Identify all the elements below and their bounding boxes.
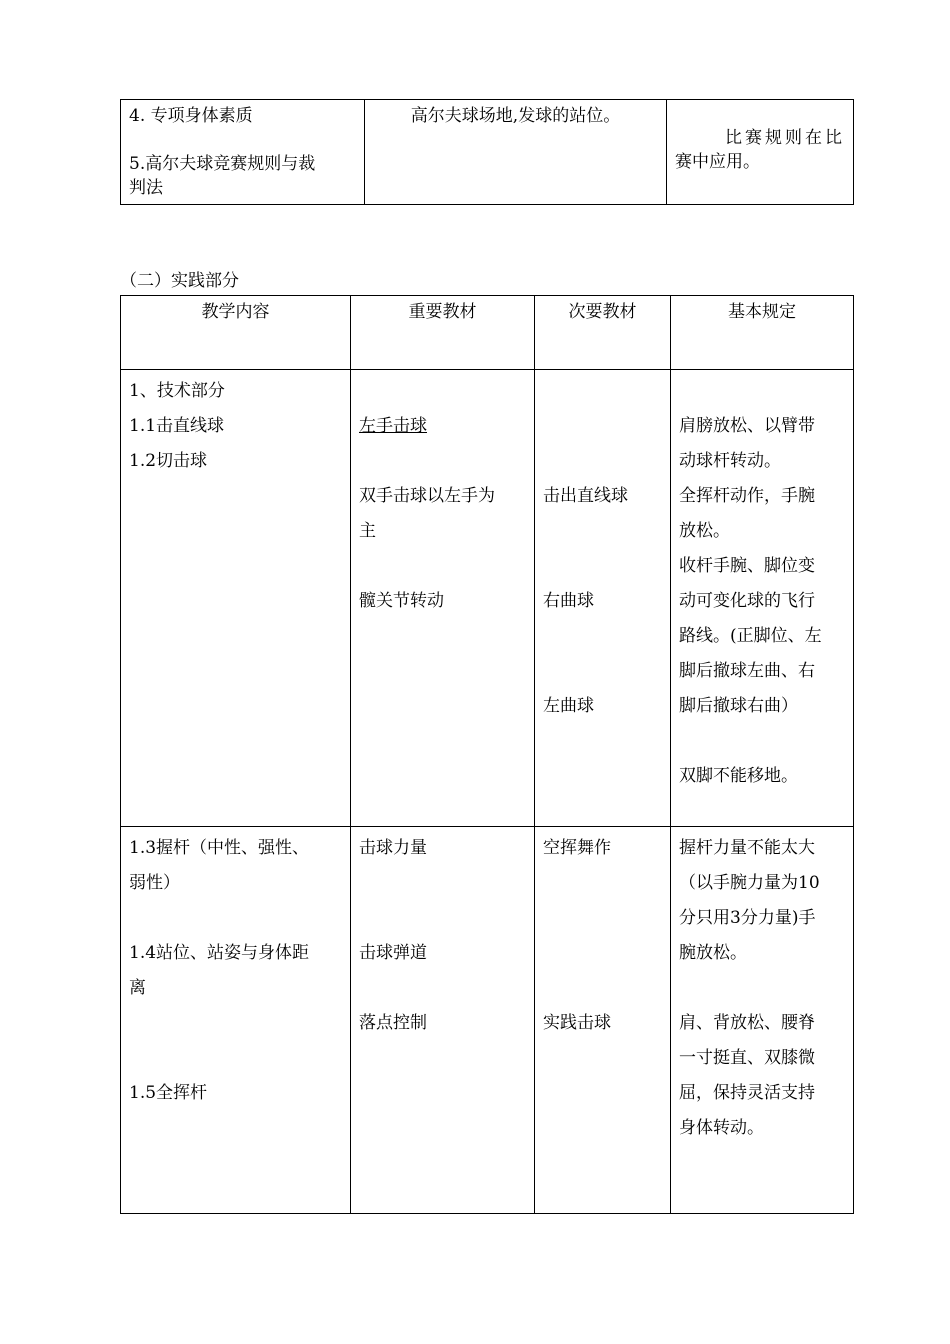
row2-major-line: 击球弹道 [359,943,427,963]
spacer [543,444,662,479]
header-minor: 次要教材 [568,302,637,322]
top-col3-line: 赛中应用。 [675,152,760,172]
spacer [543,409,662,444]
row1-major-line: 左手击球 [359,416,427,436]
header-cell [535,296,671,370]
spacer [359,549,526,584]
row2-rules-line: 肩、背放松、腰脊 [679,1013,815,1033]
row1-rules-line: 放松。 [679,521,730,541]
spacer [359,866,526,901]
spacer [129,901,342,936]
row1-content-line: 1.1击直线球 [129,416,225,436]
row1-content-line: 1.2切击球 [129,451,208,471]
spacer [543,654,662,689]
top-col1-cell [121,100,365,205]
row2-rules-line: 握杆力量不能太大 [679,838,815,858]
spacer [359,444,526,479]
row1-rules-line: 肩膀放松、以臂带 [679,416,815,436]
row1-minor-cell [535,370,671,827]
spacer [543,866,662,901]
row2-content-line: 弱性） [129,873,180,893]
row2-content-line: 1.3握杆（中性、强性、 [129,838,310,858]
top-col1-line: 5.高尔夫球竞赛规则与裁 [129,154,316,174]
row2-minor-line: 空挥舞作 [543,838,611,858]
row2-minor-line: 实践击球 [543,1013,611,1033]
row1-minor-line: 左曲球 [543,696,594,716]
row2-rules-line: （以手腕力量为10 [679,873,820,893]
row2-content-line: 1.4站位、站姿与身体距 [129,943,310,963]
row2-major-line: 击球力量 [359,838,427,858]
table-row [121,370,854,827]
section-heading: （二）实践部分 [120,271,239,291]
row1-rules-line: 收杆手腕、脚位变 [679,556,815,576]
header-row [121,296,854,370]
row1-rules-cell [671,370,854,827]
spacer [543,971,662,1006]
row1-rules-line: 脚后撤球左曲、右 [679,661,815,681]
spacer [543,514,662,549]
spacer [543,936,662,971]
spacer [359,971,526,1006]
row2-content-line: 1.5全挥杆 [129,1083,208,1103]
row1-minor-line: 击出直线球 [543,486,628,506]
top-table [120,99,854,205]
top-col1-line: 判法 [129,178,163,198]
top-col3-line: 比赛规则在比 [725,128,845,148]
row2-major-cell [351,827,535,1214]
row1-rules-line: 全挥杆动作，手腕 [679,486,815,506]
top-col1-line: 4. 专项身体素质 [129,106,253,126]
spacer [543,619,662,654]
table-row [121,827,854,1214]
row1-rules-line: 动球杆转动。 [679,451,781,471]
header-cell [121,296,351,370]
row1-rules-line: 脚后撤球右曲） [679,696,798,716]
spacer [543,374,662,409]
spacer [359,901,526,936]
header-rules: 基本规定 [728,302,796,322]
row1-rules-line: 路线。(正脚位、左 [679,626,822,646]
top-col2-cell [365,100,667,205]
row1-rules-line: 双脚不能移地。 [679,766,798,786]
spacer [543,901,662,936]
row1-minor-line: 右曲球 [543,591,594,611]
row2-rules-line: 腕放松。 [679,943,747,963]
row1-major-cell [351,370,535,827]
header-content: 教学内容 [201,302,270,322]
row2-content-cell [121,827,351,1214]
row2-rules-cell [671,827,854,1214]
header-cell [671,296,854,370]
top-col1-line [129,128,356,152]
spacer [359,374,526,409]
spacer [679,724,845,759]
row1-rules-line: 动可变化球的飞行 [679,591,815,611]
row1-content-cell [121,370,351,827]
row2-major-line: 落点控制 [359,1013,427,1033]
row2-rules-line: 分只用3分力量)手 [679,908,816,928]
top-col3-cell [667,100,854,205]
row2-content-line: 离 [129,978,146,998]
top-col2-line: 高尔夫球场地,发球的站位。 [410,106,621,126]
row1-major-line: 髋关节转动 [359,591,444,611]
spacer [679,971,845,1006]
row2-rules-line: 身体转动。 [679,1118,764,1138]
practice-table [120,295,854,1214]
header-major: 重要教材 [408,302,477,322]
row2-rules-line: 屈，保持灵活支持 [679,1083,815,1103]
header-cell [351,296,535,370]
spacer [129,1041,342,1076]
spacer [679,374,845,409]
row2-rules-line: 一寸挺直、双膝微 [679,1048,815,1068]
row1-content-line: 1、技术部分 [129,381,225,401]
row1-major-line: 主 [359,521,376,541]
row2-minor-cell [535,827,671,1214]
spacer [543,549,662,584]
row1-major-line: 双手击球以左手为 [359,486,495,506]
spacer [129,1006,342,1041]
